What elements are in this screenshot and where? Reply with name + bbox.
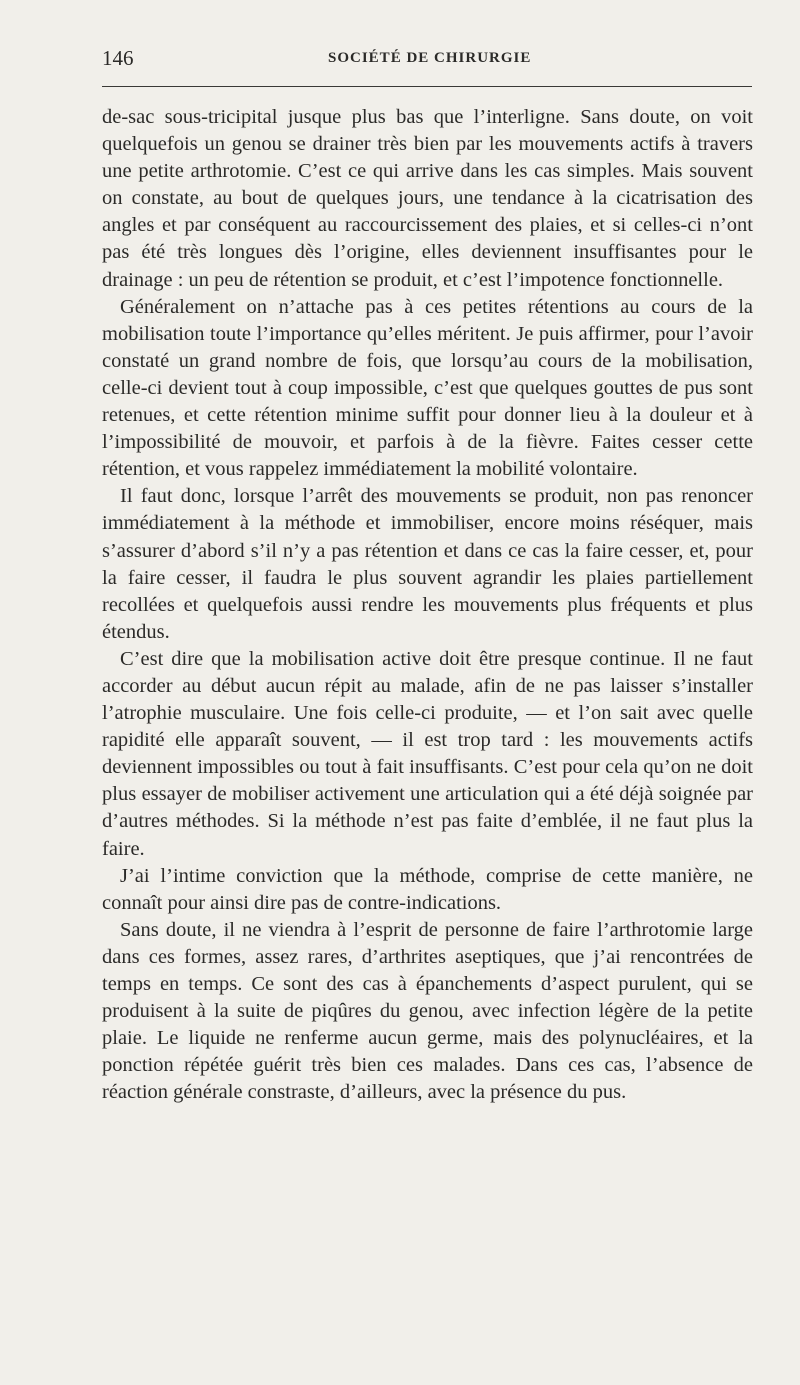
- paragraph-6: Sans doute, il ne viendra à l’esprit de personne de faire l’arthrotomie large dans ces formes, assez rares, d’arthrites aseptiques, que j’ai rencontrées de temps en temps. Ce sont des cas à épanchements d’aspect purulent, qui se produisent à la suite de piqûres du genou, avec infection légère de la petite plaie. Le liquide ne renferme aucun germe, mais des polynucléaires, et la ponction répétée guérit très bien ces malades. Dans ces cas, l’absence de réaction générale constraste, d’ailleurs, avec la présence du pus.: [102, 918, 753, 1104]
- paragraph-3: Il faut donc, lorsque l’arrêt des mouvements se produit, non pas renoncer immédiatement à la méthode et immobiliser, encore moins réséquer, mais s’assurer d’abord s’il n’y a pas rétention et dans ce cas la faire cesser, et, pour la faire cesser, il faudra le plus souvent agrandir les plaies partiellement recollées et quelquefois aussi rendre les mouvements plus fréquents et plus étendus.: [102, 485, 753, 643]
- running-title: SOCIÉTÉ DE CHIRURGIE: [328, 50, 532, 66]
- paragraph-4: C’est dire que la mobilisation active doit être presque continue. Il ne faut accorder au début aucun répit au malade, afin de ne pas laisser s’installer l’atrophie musculaire. Une fois celle-ci produite, — et l’on sait avec quelle rapidité elle apparaît souvent, — il est trop tard : les mouvements actifs deviennent impossibles ou tout à fait insuffisants. C’est pour cela qu’on ne doit plus essayer de mobiliser activement une articulation qui a été déjà soignée par d’autres méthodes. Si la méthode n’est pas faite d’emblée, il ne faut plus la faire.: [102, 647, 753, 860]
- paragraph-5: J’ai l’intime conviction que la méthode, comprise de cette manière, ne connaît pour ainsi dire pas de contre-indications.: [102, 864, 753, 914]
- header-rule: [102, 86, 752, 87]
- page-header: [102, 46, 752, 76]
- paragraph-1: de-sac sous-tricipital jusque plus bas que l’interligne. Sans doute, on voit quelquefois un genou se drainer très bien par les mouvements actifs à travers une petite arthrotomie. C’est ce qui arrive dans les cas simples. Mais souvent on constate, au bout de quelques jours, une tendance à la cicatrisation des angles et par conséquent au raccourcissement des plaies, et si celles-ci n’ont pas été très longues dès l’origine, elles deviennent insuffisantes pour le drainage : un peu de rétention se produit, et c’est l’impotence fonctionnelle.: [102, 106, 753, 291]
- body-text: [102, 104, 753, 1106]
- paragraph-2: Généralement on n’attache pas à ces petites rétentions au cours de la mobilisation toute l’importance qu’elles méritent. Je puis affirmer, pour l’avoir constaté un grand nombre de fois, que lorsqu’au cours de la mobilisation, celle-ci devient tout à coup impossible, c’est que quelques gouttes de pus sont retenues, et cette rétention minime suffit pour donner lieu à la douleur et à l’impossibilité de mouvoir, et parfois à de la fièvre. Faites cesser cette rétention, et vous rappelez immédiatement la mobilité volontaire.: [102, 295, 753, 481]
- page-number: 146: [102, 46, 134, 70]
